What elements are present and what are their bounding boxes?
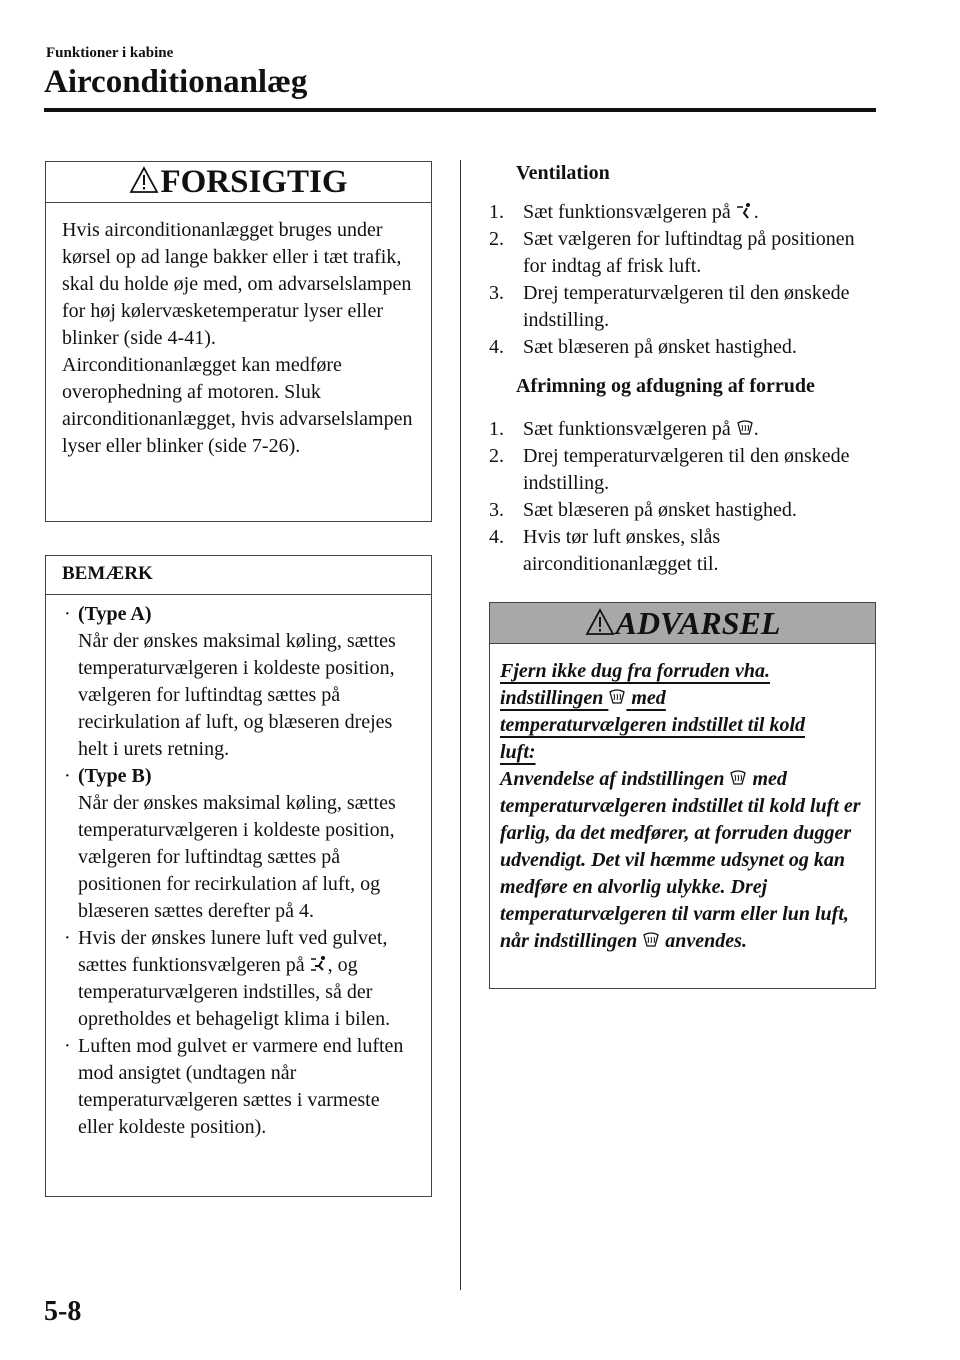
step-text: Hvis tør luft ønskes, slås airconditionanlægget til. xyxy=(523,526,721,575)
step-text: Sæt blæseren på ønsket hastighed. xyxy=(523,499,797,521)
note-item xyxy=(46,1033,417,1141)
step xyxy=(489,226,879,280)
step-number: 4. xyxy=(489,336,504,358)
step-text: Sæt blæseren på ønsket hastighed. xyxy=(523,336,797,358)
column-divider xyxy=(460,160,461,1290)
ventilation-steps xyxy=(489,199,879,361)
caution-text: Hvis airconditionanlægget bruges under kørsel op ad lange bakker eller i tæt trafik, skal du holde øje med, om advarselslampen for høj kølervæsketemperatur lyser eller blinker (side 4-41). xyxy=(62,219,412,349)
caution-text-2: Airconditionanlægget kan medføre overophedning af motoren. Sluk airconditionanlægget, hvis advarselslampen lyser eller blinker (side 7-26). xyxy=(62,354,413,457)
bullet: · xyxy=(64,603,71,625)
type-a-text: Når der ønskes maksimal køling, sættes temperaturvælgeren i koldeste position, vælgeren for luftindtag sættes på recirkulation af luft, og blæseren drejes helt i urets retning. xyxy=(78,630,396,760)
warning-title: ADVARSEL xyxy=(615,605,781,641)
warning-triangle-icon xyxy=(129,166,159,194)
note-text: Luften mod gulvet er varmere end luften mod ansigtet (undtagen når temperaturvælgeren sættes i varmeste eller koldeste position). xyxy=(78,1035,404,1138)
ventilation-heading: Ventilation xyxy=(516,162,610,184)
page-number: 5-8 xyxy=(44,1296,82,1327)
note-item xyxy=(46,601,417,763)
caution-box xyxy=(45,161,432,522)
note-title: BEMÆRK xyxy=(62,563,153,584)
step-text: Sæt funktionsvælgeren på xyxy=(523,201,731,223)
warning-underlined-1: Fjern ikke dug fra forruden vha. xyxy=(500,660,771,682)
defroster-icon xyxy=(608,688,626,706)
note-item xyxy=(46,925,417,1033)
step-number: 2. xyxy=(489,445,504,467)
step-number: 1. xyxy=(489,418,504,440)
bullet: · xyxy=(64,927,71,949)
bullet: · xyxy=(64,765,71,787)
note-text: , og temperaturvælgeren indstilles, så der opretholdes et behageligt klima i bilen. xyxy=(78,954,391,1030)
warning-underlined-4: luft: xyxy=(500,741,536,763)
caution-header xyxy=(46,162,431,203)
type-b-label: (Type B) xyxy=(78,765,152,787)
warning-text: med temperaturvælgeren indstillet til kold luft er farlig, da det medfører, at forruden dugger udvendigt. Det vil hæmme udsynet og kan medføre en alvorlig ulykke. Drej temperaturvælgeren til varm eller lun luft, når indstillingen xyxy=(500,768,861,952)
header-rule xyxy=(44,108,876,112)
defroster-icon xyxy=(642,931,660,949)
warning-text: anvendes. xyxy=(665,930,747,952)
bullet: · xyxy=(64,1035,71,1057)
step-text: Sæt vælgeren for luftindtag på positionen for indtag af frisk luft. xyxy=(523,228,855,277)
warning-box xyxy=(489,602,876,989)
note-text: Hvis der ønskes lunere luft ved gulvet, sættes funktionsvælgeren på xyxy=(78,927,388,976)
text: med xyxy=(631,687,666,709)
defroster-icon xyxy=(729,769,747,787)
step xyxy=(489,280,879,334)
step-number: 3. xyxy=(489,499,504,521)
defroster-icon xyxy=(736,419,754,437)
step xyxy=(489,416,879,443)
step-text: Sæt funktionsvælgeren på xyxy=(523,418,731,440)
defrost-heading: Afrimning og afdugning af forrude xyxy=(516,375,815,397)
step-text: Drej temperaturvælgeren til den ønskede indstilling. xyxy=(523,282,850,331)
page-title: Airconditionanlæg xyxy=(44,64,308,100)
step-number: 1. xyxy=(489,201,504,223)
warning-underlined-2 xyxy=(500,687,666,709)
punct: . xyxy=(753,418,759,440)
step-text: Drej temperaturvælgeren til den ønskede indstilling. xyxy=(523,445,850,494)
text: indstillingen xyxy=(500,687,604,709)
note-box xyxy=(45,555,432,1197)
section-label: Funktioner i kabine xyxy=(46,45,174,61)
step xyxy=(489,334,879,361)
step xyxy=(489,443,879,497)
vent-mode-icon xyxy=(736,202,754,220)
warning-triangle-icon xyxy=(585,608,615,636)
step xyxy=(489,497,879,524)
note-item xyxy=(46,763,417,925)
step xyxy=(489,524,879,578)
warning-text: Anvendelse af indstillingen xyxy=(500,768,725,790)
bi-level-mode-icon xyxy=(310,955,328,973)
defrost-steps xyxy=(489,416,879,578)
punct: . xyxy=(753,201,759,223)
step-number: 3. xyxy=(489,282,504,304)
note-header xyxy=(46,556,431,595)
type-b-text: Når der ønskes maksimal køling, sættes temperaturvælgeren i koldeste position, vælgeren for luftindtag sættes på positionen for recirkulation af luft, og blæseren sættes derefter på 4. xyxy=(78,792,396,922)
step-number: 2. xyxy=(489,228,504,250)
warning-header xyxy=(490,603,875,644)
warning-underlined-3: temperaturvælgeren indstillet til kold xyxy=(500,714,805,736)
type-a-label: (Type A) xyxy=(78,603,152,625)
step xyxy=(489,199,879,226)
caution-title: FORSIGTIG xyxy=(160,164,348,200)
step-number: 4. xyxy=(489,526,504,548)
